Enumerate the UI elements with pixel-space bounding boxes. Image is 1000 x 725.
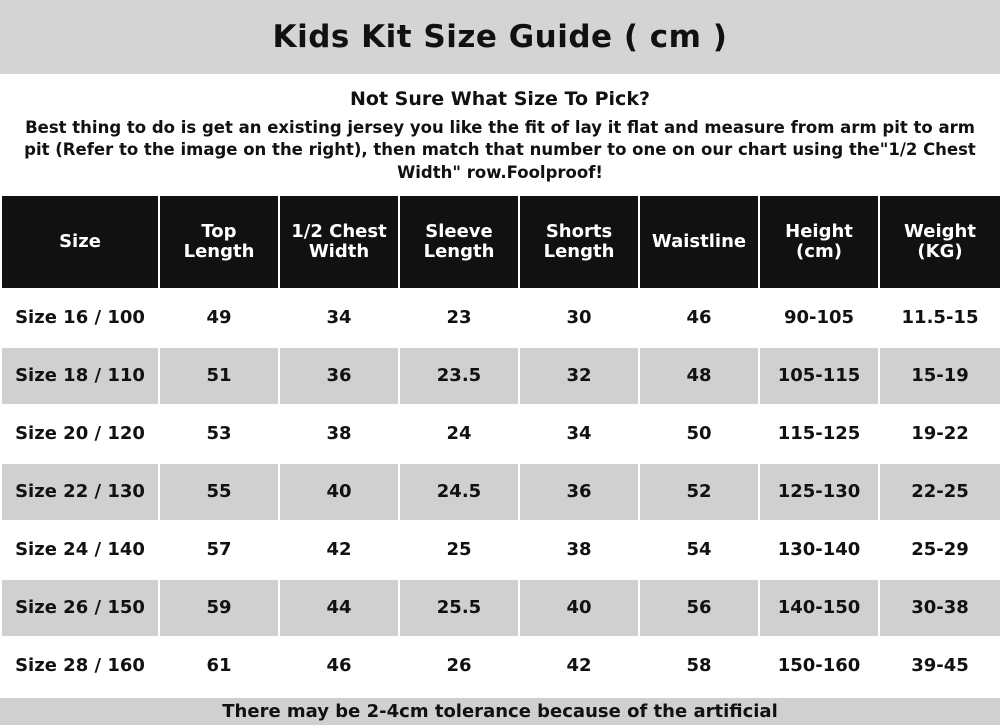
cell-sleeve-length: 25 [399, 521, 519, 579]
table-row [1, 405, 1000, 463]
cell-weight: 15-19 [879, 347, 1000, 405]
column-header-line: Weight [904, 220, 976, 242]
cell-size: Size 18 / 110 [1, 347, 159, 405]
cell-top-length: 53 [159, 405, 279, 463]
cell-half-chest-width: 42 [279, 521, 399, 579]
column-header-height [759, 195, 879, 289]
cell-sleeve-length: 23 [399, 289, 519, 347]
cell-height: 90-105 [759, 289, 879, 347]
cell-sleeve-length: 23.5 [399, 347, 519, 405]
column-header-line: Width [308, 240, 370, 262]
tolerance-note-text: There may be 2-4cm tolerance because of the artificial [222, 700, 778, 722]
size-chart-table [0, 194, 1000, 696]
intro-body: Best thing to do is get an existing jersey you like the fit of lay it flat and measure from arm pit to arm pit (Refer to the image on the right), then match that number to one on our chart using the"1/2 Chest Width" row.Foolproof! [24, 118, 976, 182]
table-row [1, 579, 1000, 637]
column-header-sleeve-length [399, 195, 519, 289]
cell-height: 125-130 [759, 463, 879, 521]
cell-shorts-length: 32 [519, 347, 639, 405]
cell-weight: 25-29 [879, 521, 1000, 579]
table-header [1, 195, 1000, 289]
column-header-line: Height [785, 220, 853, 242]
cell-half-chest-width: 40 [279, 463, 399, 521]
cell-weight: 39-45 [879, 637, 1000, 695]
column-header-top-length [159, 195, 279, 289]
table-row [1, 521, 1000, 579]
cell-shorts-length: 34 [519, 405, 639, 463]
cell-height: 150-160 [759, 637, 879, 695]
column-header-waistline [639, 195, 759, 289]
cell-weight: 19-22 [879, 405, 1000, 463]
column-header-line: Sleeve [425, 220, 493, 242]
page-title: Kids Kit Size Guide ( cm ) [272, 19, 728, 55]
cell-waistline: 46 [639, 289, 759, 347]
column-header-line: (cm) [796, 240, 842, 262]
cell-top-length: 61 [159, 637, 279, 695]
column-header-line: Shorts [545, 220, 613, 242]
cell-half-chest-width: 44 [279, 579, 399, 637]
table-row [1, 637, 1000, 695]
cell-waistline: 54 [639, 521, 759, 579]
column-header-size [1, 195, 159, 289]
cell-sleeve-length: 25.5 [399, 579, 519, 637]
cell-weight: 30-38 [879, 579, 1000, 637]
cell-shorts-length: 36 [519, 463, 639, 521]
column-header-line: Length [423, 240, 495, 262]
column-header-line: Waistline [651, 230, 747, 252]
column-header-line: Length [183, 240, 255, 262]
cell-half-chest-width: 38 [279, 405, 399, 463]
cell-waistline: 58 [639, 637, 759, 695]
cell-size: Size 24 / 140 [1, 521, 159, 579]
cell-sleeve-length: 24.5 [399, 463, 519, 521]
cell-half-chest-width: 46 [279, 637, 399, 695]
cell-size: Size 26 / 150 [1, 579, 159, 637]
column-header-half-chest-width [279, 195, 399, 289]
cell-weight: 22-25 [879, 463, 1000, 521]
intro-heading: Not Sure What Size To Pick? [350, 88, 650, 110]
cell-waistline: 52 [639, 463, 759, 521]
cell-waistline: 56 [639, 579, 759, 637]
column-header-line: Length [543, 240, 615, 262]
cell-height: 130-140 [759, 521, 879, 579]
cell-half-chest-width: 36 [279, 347, 399, 405]
cell-weight: 11.5-15 [879, 289, 1000, 347]
cell-top-length: 49 [159, 289, 279, 347]
cell-top-length: 51 [159, 347, 279, 405]
cell-waistline: 50 [639, 405, 759, 463]
table-body [1, 289, 1000, 695]
column-header-line: 1/2 Chest [291, 220, 387, 242]
cell-shorts-length: 40 [519, 579, 639, 637]
cell-top-length: 57 [159, 521, 279, 579]
cell-size: Size 16 / 100 [1, 289, 159, 347]
cell-shorts-length: 42 [519, 637, 639, 695]
cell-size: Size 22 / 130 [1, 463, 159, 521]
column-header-weight [879, 195, 1000, 289]
cell-shorts-length: 30 [519, 289, 639, 347]
cell-height: 140-150 [759, 579, 879, 637]
cell-sleeve-length: 26 [399, 637, 519, 695]
intro-block [0, 76, 1000, 194]
table-row [1, 463, 1000, 521]
cell-top-length: 55 [159, 463, 279, 521]
cell-top-length: 59 [159, 579, 279, 637]
table-header-row [1, 195, 1000, 289]
title-banner [0, 0, 1000, 76]
cell-half-chest-width: 34 [279, 289, 399, 347]
cell-shorts-length: 38 [519, 521, 639, 579]
cell-height: 105-115 [759, 347, 879, 405]
cell-waistline: 48 [639, 347, 759, 405]
table-row [1, 289, 1000, 347]
cell-sleeve-length: 24 [399, 405, 519, 463]
tolerance-note [0, 696, 1000, 725]
column-header-line: Size [59, 230, 101, 252]
column-header-line: (KG) [917, 240, 963, 262]
cell-size: Size 28 / 160 [1, 637, 159, 695]
column-header-shorts-length [519, 195, 639, 289]
cell-height: 115-125 [759, 405, 879, 463]
table-row [1, 347, 1000, 405]
cell-size: Size 20 / 120 [1, 405, 159, 463]
column-header-line: Top [201, 220, 237, 242]
